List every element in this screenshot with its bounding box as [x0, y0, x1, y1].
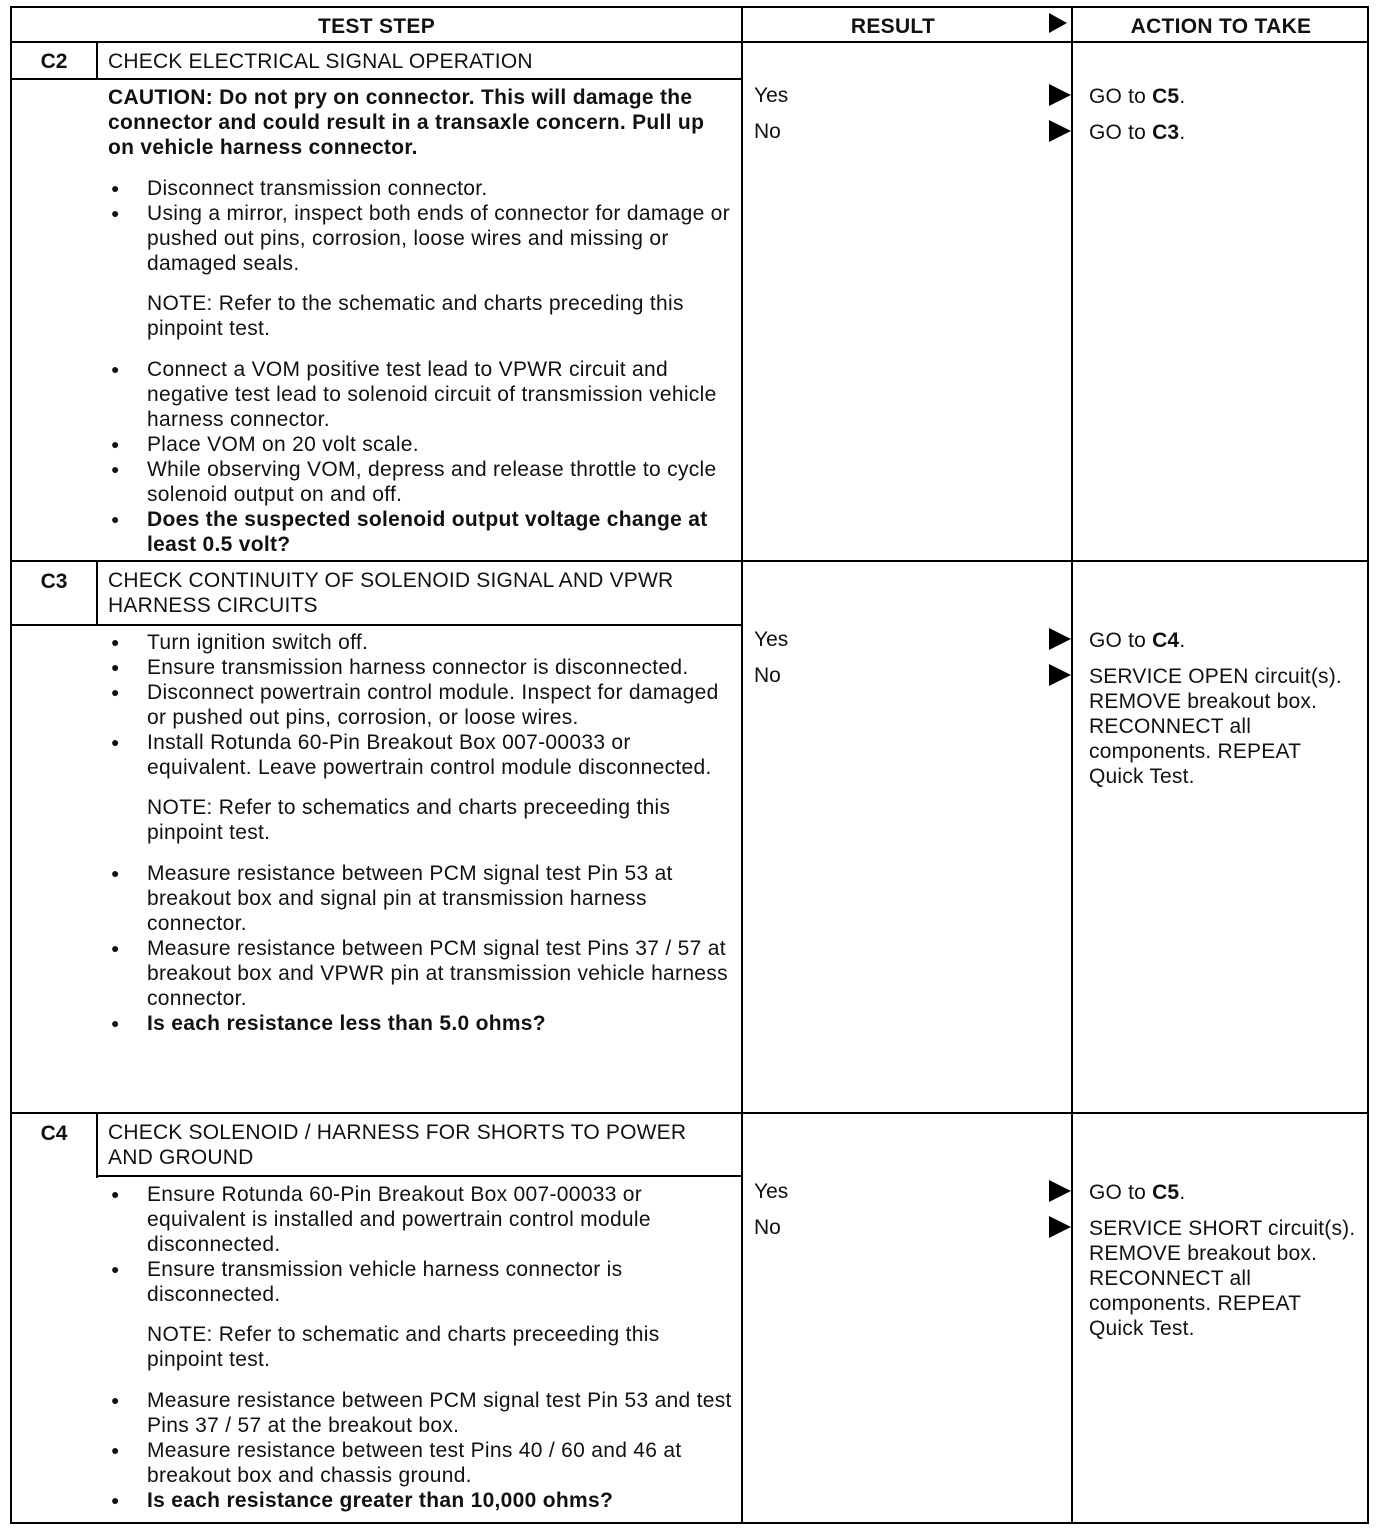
step-body-c3 [108, 630, 738, 1036]
header-test-step: TEST STEP [317, 15, 436, 38]
list-item: ● Using a mirror, inspect both ends of connector for damage or pushed out pins, corrosion, loose wires and missing or damaged seals. [108, 201, 738, 276]
list-item: ● Place VOM on 20 volt scale. [108, 432, 738, 457]
column-divider [1071, 8, 1073, 1522]
step-id-c4: C4 [40, 1122, 68, 1145]
action-no: GO to C3. [1089, 121, 1186, 144]
list-item: ● Ensure Rotunda 60-Pin Breakout Box 007-00033 or equivalent is installed and powertrain control module disconnected. [108, 1182, 738, 1257]
diagnostic-table [10, 6, 1369, 1524]
header-action: ACTION TO TAKE [1130, 15, 1312, 38]
step-title-c3: CHECK CONTINUITY OF SOLENOID SIGNAL AND VPWR HARNESS CIRCUITS [108, 569, 674, 617]
arrow-right-icon [1049, 120, 1071, 142]
result-label: Yes [754, 84, 789, 107]
step-body-c4 [108, 1182, 738, 1513]
title-underline [96, 78, 741, 80]
question-item: ● Is each resistance less than 5.0 ohms? [108, 1011, 738, 1036]
id-divider [96, 560, 98, 626]
action-yes: GO to C5. [1089, 85, 1186, 108]
action-yes: GO to C4. [1089, 629, 1186, 652]
question-item: ● Does the suspected solenoid output voltage change at least 0.5 volt? [108, 507, 738, 557]
header-arrow-icon [1049, 13, 1067, 33]
title-underline [96, 1175, 741, 1177]
list-item: ● Ensure transmission harness connector is disconnected. [108, 655, 738, 680]
step-body-c2 [108, 176, 738, 557]
arrow-right-icon [1049, 84, 1071, 106]
id-divider [96, 1112, 98, 1178]
note-text: NOTE: Refer to schematics and charts preceeding this pinpoint test. [147, 796, 671, 844]
result-label: Yes [754, 628, 789, 651]
list-item: ● Turn ignition switch off. [108, 630, 738, 655]
step-title-c4: CHECK SOLENOID / HARNESS FOR SHORTS TO POWER AND GROUND [108, 1121, 687, 1169]
row-divider [12, 560, 1367, 562]
list-item: ● While observing VOM, depress and release throttle to cycle solenoid output on and off. [108, 457, 738, 507]
arrow-right-icon [1049, 664, 1071, 686]
arrow-right-icon [1049, 628, 1071, 650]
list-item: ● Measure resistance between PCM signal test Pin 53 at breakout box and signal pin at transmission harness connector. [108, 861, 738, 936]
step-id-c2: C2 [40, 50, 68, 73]
id-underline [12, 78, 96, 80]
header-divider [12, 41, 1367, 43]
row-divider [12, 1112, 1367, 1114]
action-yes: GO to C5. [1089, 1181, 1186, 1204]
arrow-right-icon [1049, 1216, 1071, 1238]
list-item: ● Measure resistance between PCM signal test Pins 37 / 57 at breakout box and VPWR pin at transmission vehicle harness connector. [108, 936, 738, 1011]
step-id-c3: C3 [40, 570, 68, 593]
list-item: ● Install Rotunda 60-Pin Breakout Box 007-00033 or equivalent. Leave powertrain control module disconnected. [108, 730, 738, 780]
list-item: ● Measure resistance between PCM signal test Pin 53 and test Pins 37 / 57 at the breakout box. [108, 1388, 738, 1438]
id-divider [96, 41, 98, 80]
result-label: No [754, 120, 781, 143]
result-label: No [754, 664, 781, 687]
list-item: ● Ensure transmission vehicle harness connector is disconnected. [108, 1257, 738, 1307]
column-divider [741, 8, 743, 1522]
list-item: ● Disconnect transmission connector. [108, 176, 738, 201]
result-label: No [754, 1216, 781, 1239]
list-item: ● Measure resistance between test Pins 40 / 60 and 46 at breakout box and chassis ground. [108, 1438, 738, 1488]
list-item: ● Disconnect powertrain control module. Inspect for damaged or pushed out pins, corrosion, or loose wires. [108, 680, 738, 730]
action-no: SERVICE OPEN circuit(s). REMOVE breakout box. RECONNECT all components. REPEAT Quick Test. [1089, 665, 1342, 788]
result-label: Yes [754, 1180, 789, 1203]
action-no: SERVICE SHORT circuit(s). REMOVE breakout box. RECONNECT all components. REPEAT Quick Test. [1089, 1217, 1356, 1340]
step-title-c2: CHECK ELECTRICAL SIGNAL OPERATION [108, 50, 533, 73]
question-item: ● Is each resistance greater than 10,000 ohms? [108, 1488, 738, 1513]
caution-text: CAUTION: Do not pry on connector. This will damage the connector and could result in a transaxle concern. Pull up on vehicle harness connector. [108, 86, 705, 159]
header-result: RESULT [850, 15, 936, 38]
title-underline [12, 624, 741, 626]
note-text: NOTE: Refer to schematic and charts preceeding this pinpoint test. [147, 1323, 660, 1371]
note-text: NOTE: Refer to the schematic and charts preceding this pinpoint test. [147, 292, 684, 340]
arrow-right-icon [1049, 1180, 1071, 1202]
list-item: ● Connect a VOM positive test lead to VPWR circuit and negative test lead to solenoid circuit of transmission vehicle harness connector. [108, 357, 738, 432]
